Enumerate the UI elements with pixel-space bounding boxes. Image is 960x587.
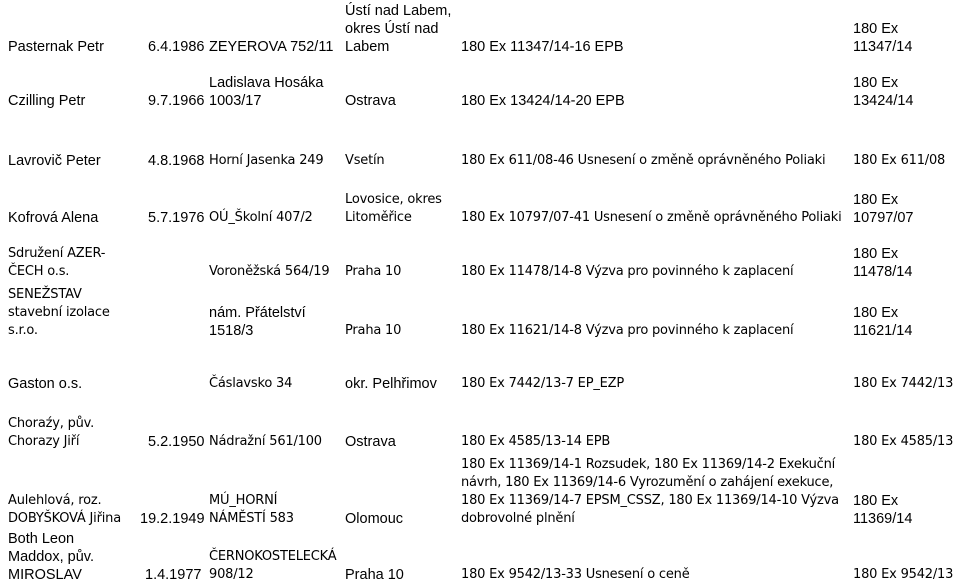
- case-cell: 180 Ex 7442/13: [853, 376, 954, 391]
- address-cell: ZEYEROVA 752/11: [209, 39, 334, 55]
- name-cell: Sdružení AZER- ČECH o.s.: [8, 246, 106, 279]
- name-cell: SENEŽSTAV stavební izolace s.r.o.: [8, 287, 110, 338]
- address-cell: Čáslavsko 34: [209, 376, 293, 391]
- address-cell: MÚ_HORNÍ NÁMĚSTÍ 583: [209, 493, 294, 526]
- date-cell: 4.8.1968: [148, 153, 205, 169]
- name-cell: Aulehlová, roz. DOBYŠKOVÁ Jiřina: [8, 493, 121, 526]
- name-cell: Both Leon Maddox, pův. MIROSLAV: [8, 531, 94, 583]
- place-cell: Ústí nad Labem, okres Ústí nad Labem: [345, 3, 452, 55]
- place-cell: Praha 10: [345, 567, 404, 583]
- date-cell: 5.2.1950: [148, 434, 205, 450]
- date-cell: 19.2.1949: [140, 511, 205, 527]
- document-cell: 180 Ex 11347/14-16 EPB: [461, 39, 624, 55]
- document-cell: 180 Ex 611/08-46 Usnesení o změně oprávněného Poliaki: [461, 153, 826, 168]
- case-cell: 180 Ex 611/08: [853, 153, 946, 168]
- name-cell: Lavrovič Peter: [8, 153, 101, 169]
- name-cell: Czilling Petr: [8, 93, 86, 109]
- name-cell: Kofrová Alena: [8, 210, 99, 226]
- address-cell: ČERNOKOSTELECKÁ 908/12: [209, 549, 337, 582]
- address-cell: Ladislava Hosáka 1003/17: [209, 75, 324, 109]
- case-cell: 180 Ex 11347/14: [853, 21, 913, 55]
- place-cell: Praha 10: [345, 323, 402, 338]
- place-cell: Vsetín: [345, 153, 385, 168]
- name-cell: Gaston o.s.: [8, 376, 83, 392]
- case-cell: 180 Ex 9542/13: [853, 567, 954, 582]
- document-cell: 180 Ex 4585/13-14 EPB: [461, 434, 611, 449]
- place-cell: Lovosice, okres Litoměřice: [345, 192, 442, 225]
- case-cell: 180 Ex 10797/07: [853, 192, 914, 226]
- document-cell: 180 Ex 7442/13-7 EP_EZP: [461, 376, 624, 391]
- document-cell: 180 Ex 11621/14-8 Výzva pro povinného k zaplacení: [461, 323, 794, 338]
- case-cell: 180 Ex 11478/14: [853, 246, 913, 280]
- case-cell: 180 Ex 13424/14: [853, 75, 914, 109]
- document-cell: 180 Ex 13424/14-20 EPB: [461, 93, 625, 109]
- name-cell: Choraźy, pův. Chorazy Jiří: [8, 416, 95, 449]
- document-cell: 180 Ex 11478/14-8 Výzva pro povinného k zaplacení: [461, 264, 794, 279]
- case-cell: 180 Ex 11621/14: [853, 305, 913, 339]
- case-cell: 180 Ex 11369/14: [853, 493, 913, 527]
- document-cell: 180 Ex 11369/14-1 Rozsudek, 180 Ex 11369/14-2 Exekuční návrh, 180 Ex 11369/14-6 Vyrozumění o zahájení exekuce, 180 Ex 11369/14-7 EPSM_CSSZ, 180 Ex 11369/14-10 Výzva dobrovolné plnění: [461, 457, 839, 526]
- address-cell: Nádražní 561/100: [209, 434, 322, 449]
- date-cell: 9.7.1966: [148, 93, 205, 109]
- place-cell: Olomouc: [345, 511, 404, 527]
- place-cell: Ostrava: [345, 93, 396, 109]
- address-cell: Horní Jasenka 249: [209, 153, 324, 168]
- address-cell: OÚ_Školní 407/2: [209, 210, 313, 225]
- place-cell: Ostrava: [345, 434, 396, 450]
- place-cell: Praha 10: [345, 264, 402, 279]
- address-cell: nám. Přátelství 1518/3: [209, 305, 306, 339]
- date-cell: 6.4.1986: [148, 39, 205, 55]
- case-cell: 180 Ex 4585/13: [853, 434, 954, 449]
- date-cell: 5.7.1976: [148, 210, 205, 226]
- address-cell: Voroněžská 564/19: [209, 264, 330, 279]
- document-cell: 180 Ex 9542/13-33 Usnesení o ceně: [461, 567, 690, 582]
- name-cell: Pasternak Petr: [8, 39, 104, 55]
- document-cell: 180 Ex 10797/07-41 Usnesení o změně oprávněného Poliaki: [461, 210, 842, 225]
- date-cell: 1.4.1977: [145, 567, 202, 583]
- place-cell: okr. Pelhřimov: [345, 376, 437, 392]
